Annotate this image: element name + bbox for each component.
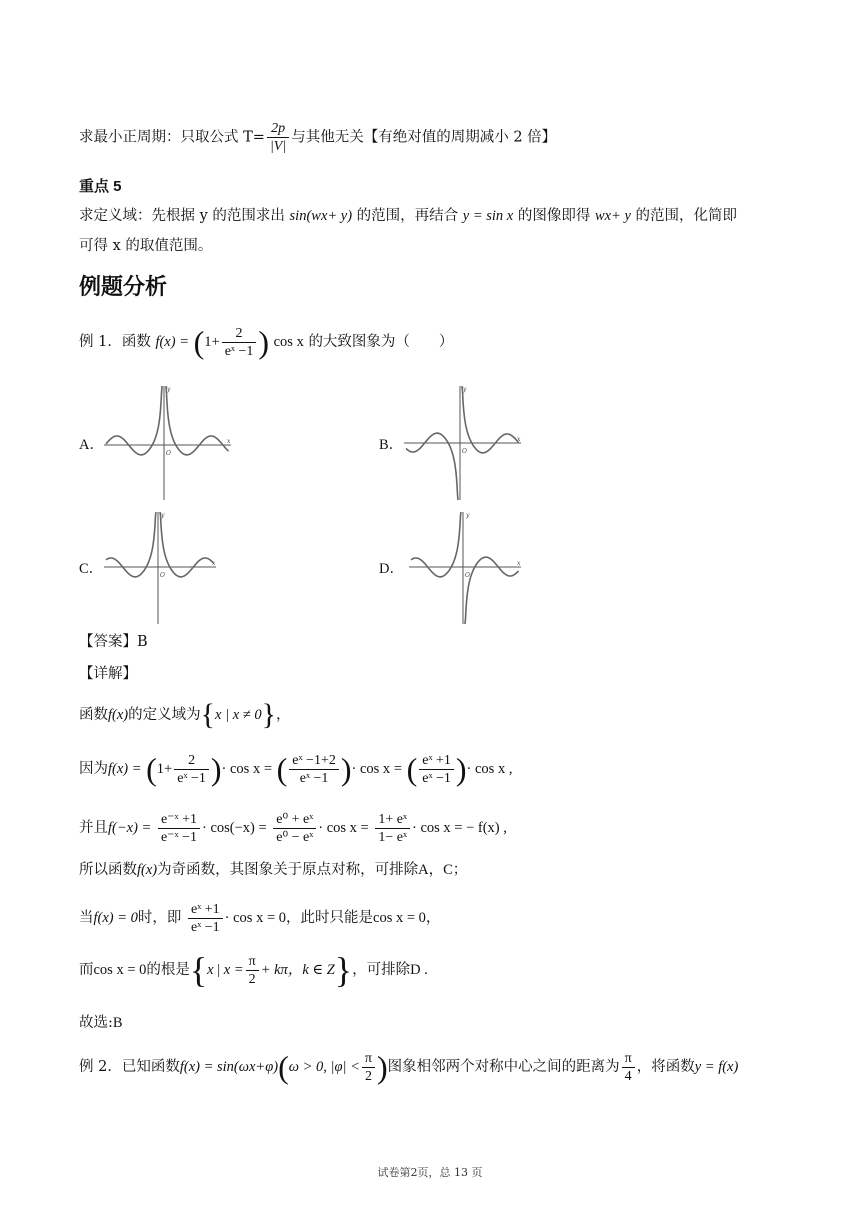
- y-axis-label: y: [167, 386, 171, 393]
- origin-label: O: [160, 572, 165, 579]
- domain-line-1: [79, 206, 737, 226]
- ex1-one: 1+: [204, 334, 220, 350]
- period-denominator: |V|: [269, 139, 287, 154]
- section-title: 例题分析: [79, 275, 168, 300]
- example-2-question: 例 2．已知函数f(x) = sin(ωx+φ)(ω > 0, |φ| < $\frac{\pi}{2}$ )图象相邻两个对称中心之间的距离为 $\frac{\pi}{4}$ ，将函数y = f(x): [79, 1049, 739, 1085]
- domain-text-a: 求定义域：先根据 y 的范围求出: [79, 208, 285, 224]
- option-b-label: B．: [379, 437, 404, 453]
- answer-line: 【答案】B: [79, 634, 148, 650]
- origin-label: O: [166, 450, 171, 457]
- solution-step-2: 因为f(x) = (1+ $\frac{2}{\text{eˣ −1}}$ )· cos x = ( $\frac{\text{eˣ −1+2}}{\text{eˣ −1}}$ )· cos x = ( $\frac{\text{eˣ +1}}{\text{eˣ −1}}$ )· cos x ,: [79, 751, 513, 787]
- ex1-suffix: 的大致图象为（ ）: [308, 334, 454, 350]
- graph-d: [405, 508, 525, 626]
- option-a-label: A．: [79, 437, 104, 453]
- domain-expr-1: sin(wx+ y): [289, 208, 353, 224]
- domain-expr-2: y = sin x: [462, 208, 514, 224]
- domain-text-c: 的图像即得: [517, 208, 591, 224]
- page-footer: 试卷第2页，总 13 页: [377, 1166, 483, 1179]
- example-1-question: 例 1．函数 f(x) = (1+ $\frac{2}{\text{eˣ −1}}$ ) cos x 的大致图象为（ ）: [79, 324, 454, 360]
- option-d-label: D．: [379, 561, 404, 577]
- graph-b: [400, 382, 525, 502]
- domain-expr-3: wx+ y: [594, 208, 631, 224]
- x-axis-label: x: [517, 560, 521, 567]
- period-lead: 求最小正周期：只取公式 T=: [79, 129, 265, 146]
- domain-text-d: 的范围，化简即: [635, 208, 738, 224]
- x-axis-label: x: [212, 560, 216, 567]
- solution-step-7: 故选:B: [79, 1015, 123, 1031]
- ex1-function: f(x) =: [155, 334, 189, 350]
- origin-label: O: [462, 448, 467, 455]
- y-axis-label: y: [466, 512, 470, 519]
- solution-step-5: 当f(x) = 0时，即 $\frac{\text{eˣ +1}}{\text{eˣ −1}}$ · cos x = 0，此时只能是cos x = 0，: [79, 901, 441, 935]
- domain-line-2: 可得 x 的取值范围。: [79, 238, 213, 254]
- graph-c: [100, 508, 220, 626]
- option-c-label: C．: [79, 561, 104, 577]
- period-fraction: [267, 120, 289, 155]
- period-formula-line: [79, 120, 556, 155]
- detail-heading: 【详解】: [79, 666, 137, 682]
- period-trail: 与其他无关【有绝对值的周期减小 2 倍】: [291, 129, 557, 146]
- x-axis-label: x: [517, 436, 521, 443]
- key-point-5-heading: 重点 5: [79, 178, 122, 195]
- solution-step-6: 而cos x = 0的根是{x | x = $\frac{\pi}{2}$ + kπ，k ∈ Z}，可排除D .: [79, 950, 428, 990]
- solution-step-4: 所以函数f(x)为奇函数，其图象关于原点对称，可排除A，C；: [79, 862, 468, 878]
- ex1-prefix: 例 1．函数: [79, 334, 151, 350]
- ex1-cos: cos x: [273, 334, 304, 350]
- y-axis-label: y: [161, 512, 165, 519]
- ex1-fraction: $\frac{2}{\text{eˣ −1}}$: [222, 325, 257, 360]
- solution-step-1: 函数f(x)的定义域为{x | x ≠ 0}，: [79, 698, 291, 731]
- domain-text-b: 的范围，再结合: [356, 208, 459, 224]
- graph-a: [100, 382, 235, 502]
- solution-step-3: 并且f(−x) = $\frac{\text{e⁻ˣ +1}}{\text{e⁻ˣ −1}}$ · cos(−x) = $\frac{\text{e⁰ + eˣ}}{\text{e⁰ − eˣ}}$ · cos x = $\frac{\text{1+ eˣ}}{\text{1− eˣ}}$ · cos x = − f(x) ,: [79, 811, 507, 845]
- origin-label: O: [465, 572, 470, 579]
- period-numerator: 2p: [267, 120, 289, 138]
- x-axis-label: x: [227, 438, 231, 445]
- y-axis-label: y: [463, 386, 467, 393]
